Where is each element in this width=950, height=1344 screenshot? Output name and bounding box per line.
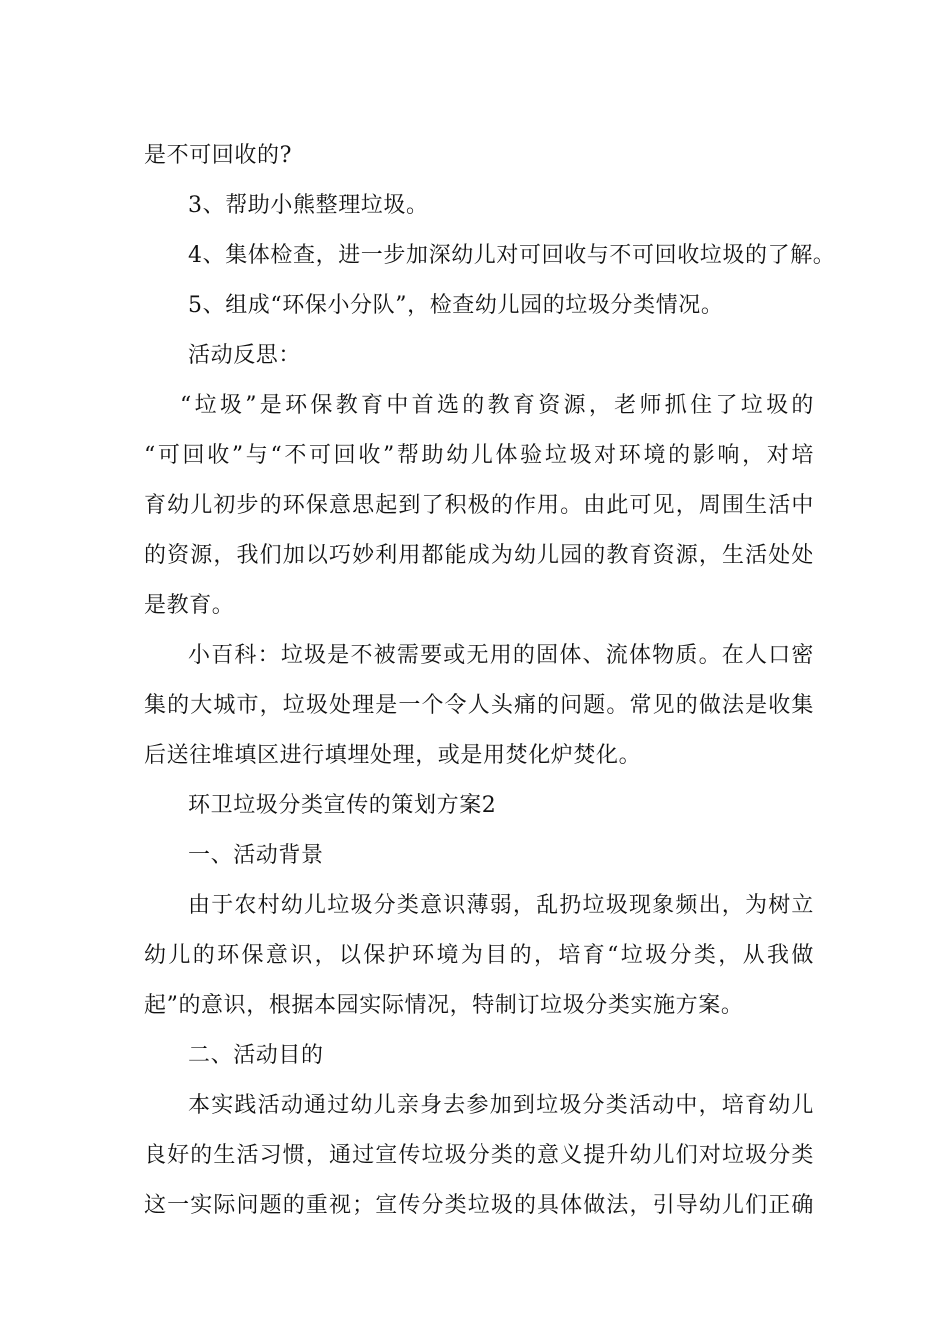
text-line: “可回收”与“不可回收”帮助幼儿体验垃圾对环境的影响，对培 [144, 443, 814, 468]
text-line: 是不可回收的? [144, 143, 292, 168]
text-line: 3、帮助小熊整理垃圾。 [188, 193, 429, 218]
text-line: 这一实际问题的重视；宣传分类垃圾的具体做法，引导幼儿们正确 [144, 1193, 814, 1218]
text-line: 后送往堆填区进行填埋处理，或是用焚化炉焚化。 [144, 743, 642, 768]
text-line: 小百科：垃圾是不被需要或无用的固体、流体物质。在人口密 [188, 643, 814, 668]
text-line: “垃圾”是环保教育中首选的教育资源，老师抓住了垃圾的 [180, 393, 814, 418]
text-line: 幼儿的环保意识，以保护环境为目的，培育“垃圾分类，从我做 [144, 943, 814, 968]
document-body [144, 131, 836, 1231]
section-heading: 二、活动目的 [188, 1043, 324, 1068]
text-line: 良好的生活习惯，通过宣传垃圾分类的意义提升幼儿们对垃圾分类 [144, 1143, 814, 1168]
section-heading: 活动反思： [188, 343, 302, 368]
text-line: 集的大城市，垃圾处理是一个令人头痛的问题。常见的做法是收集 [144, 693, 814, 718]
text-line: 本实践活动通过幼儿亲身去参加到垃圾分类活动中，培育幼儿 [188, 1093, 814, 1118]
text-line: 由于农村幼儿垃圾分类意识薄弱，乱扔垃圾现象频出，为树立 [188, 893, 814, 918]
text-line: 是教育。 [144, 593, 235, 618]
section-heading: 环卫垃圾分类宣传的策划方案2 [188, 793, 497, 818]
text-line: 5、组成“环保小分队”，检查幼儿园的垃圾分类情况。 [188, 293, 724, 318]
text-line: 育幼儿初步的环保意思起到了积极的作用。由此可见，周围生活中 [144, 493, 814, 518]
text-line: 起”的意识，根据本园实际情况，特制订垃圾分类实施方案。 [144, 993, 744, 1018]
text-line: 4、集体检查，进一步加深幼儿对可回收与不可回收垃圾的了解。 [188, 243, 836, 268]
section-heading: 一、活动背景 [188, 843, 324, 868]
text-line: 的资源，我们加以巧妙利用都能成为幼儿园的教育资源，生活处处 [144, 543, 814, 568]
